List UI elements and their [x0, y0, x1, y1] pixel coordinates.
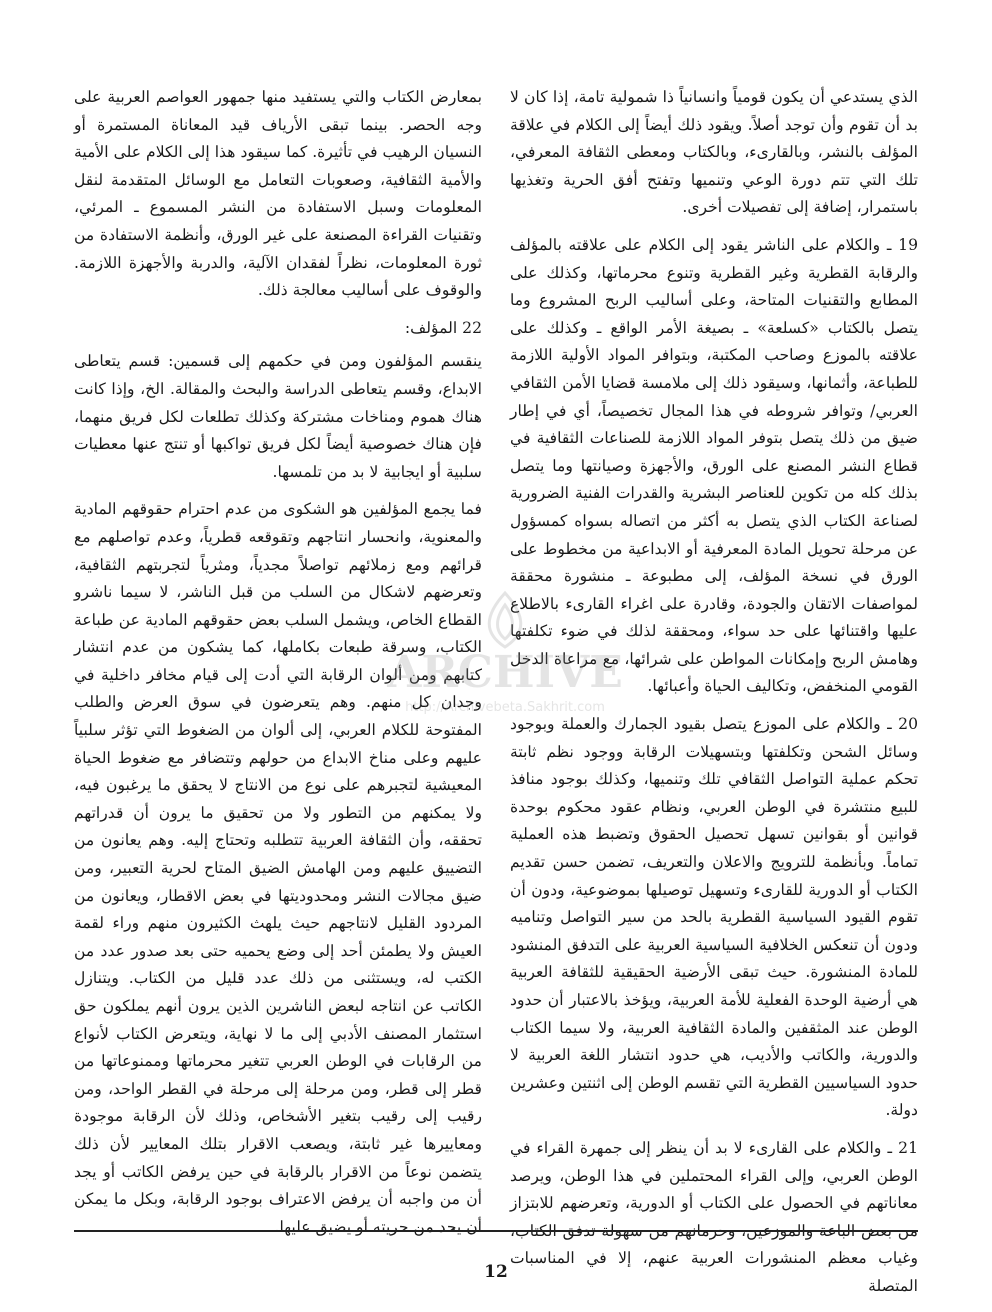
- section-heading-22: 22 المؤلف:: [404, 318, 482, 337]
- paragraph: ينقسم المؤلفون ومن في حكمهم إلى قسمين: قسم يتعاطى الابداع، وقسم يتعاطى الدراسة والبحث والمقالة. الخ، وإذا كانت هناك هموم ومناخات مشتركة وكذلك تطلعات لكل فريق منهما، فإن هناك خصوصية أيضاً لكل فريق تواكبها أو تنتج عنها معطيات سلبية أو ايجابية لا بد من تلمسها.: [74, 352, 482, 481]
- watermark-text: ARCHIVE: [387, 647, 623, 698]
- paragraph-21: 21 ـ والكلام على القارىء لا بد أن ينظر إلى جمهرة القراء في الوطن العربي، وإلى القراء المحتملين في هذا الوطن، ويرصد معاناتهم في الحصول على الكتاب أو الدورية، وتعرضهم للابتزاز من بعض الباعة والموزعين، وحرمانهم من سهولة تدفق الكتاب، وغياب معظم المنشورات العربية عنهم، إلا في المناسبات المتصلة: [510, 1138, 918, 1295]
- footer-rule: [74, 1230, 918, 1232]
- paragraph: الذي يستدعي أن يكون قومياً وانسانياً ذا شمولية تامة، إذا كان لا بد أن تقوم وأن توجد أصلاً. ويقود ذلك أيضاً إلى الكلام في علاقة المؤلف بالنشر، وبالقارىء، وبالكتاب ومعطى الثقافة المعرفي، تلك التي تتم دورة الوعي وتنميها وتفتح أفق الحرية وتغذيها باستمرار، إضافة إلى تفصيلات أخرى.: [510, 88, 918, 217]
- right-column: [510, 84, 918, 1311]
- paragraph-19: 19 ـ والكلام على الناشر يقود إلى الكلام على علاقته بالمؤلف والرقابة القطرية وغير القطرية وتنوع محرماتها، وكذلك على المطابع والتقنيات المتاحة، وعلى أساليب الربح المشروع وما يتصل بالكتاب «كسلعة» ـ بصيغة الأمر الواقع ـ وكذلك على علاقته بالموزع وصاحب المكتبة، وبتوافر المواد الأولية اللازمة للطباعة، وأثمانها، وسيقود ذلك إلى ملامسة قضايا الأمن الثقافي العربي/ وتوافر شروطه في هذا المجال تخصيصاً، أي في إطار ضيق من ذلك يتصل بتوفر المواد اللازمة للصناعات الثقافية في قطاع النشر المصنع على الورق، والأجهزة وصيانتها وما يتصل بذلك كله من تكوين للعناصر البشرية والقدرات الفنية الضرورية لصناعة الكتاب الذي يتصل به أكثر من اتصاله بسواه كمسؤول عن مرحلة تحويل المادة المعرفية أو الابداعية من مخطوط على الورق في نسخة المؤلف، إلى مطبوعة ـ منشورة محققة لمواصفات الاتقان والجودة، وقادرة على اغراء القارىء بالاطلاع عليها واقتنائها على حد سواء، ومحققة لذلك في ضوء تكلفتها وهامش الربح وإمكانات المواطن على شرائها، مع مراعاة الدخل القومي المنخفض، وتكاليف الحياة وأعبائها.: [510, 235, 918, 696]
- left-column: [74, 84, 482, 1251]
- page-number: 12: [484, 1262, 508, 1282]
- paragraph: بمعارض الكتاب والتي يستفيد منها جمهور العواصم العربية على وجه الحصر. بينما تبقى الأرياف قيد المعاناة المستمرة أو النسيان الرهيب في تأثيرة. كما سيقود هذا إلى الكلام على الأمية والأمية الثقافية، وصعوبات التعامل مع الوسائل المتقدمة لنقل المعلومات وسبل الاستفادة من النشر المسموع ـ المرئي، وتقنيات القراءة المصنعة على غير الورق، وأنظمة الاستفادة من ثورة المعلومات، نظراً لفقدان الآلية، والدربة والأجهزة اللازمة. والوقوف على أساليب معالجة ذلك.: [74, 88, 482, 300]
- paragraph: فما يجمع المؤلفين هو الشكوى من عدم احترام حقوقهم المادية والمعنوية، وانحسار انتاجهم وتقوقعه قطرياً، وعدم تواصلهم مع قرائهم ومع زملائهم تواصلاً مجدياً، ومثرياً لتجربتهم الثقافية، وتعرضهم لاشكال من السلب من قبل الناشر، لا سيما ناشرو القطاع الخاص، ويشمل السلب بعض حقوقهم المادية عن طباعة الكتاب، وسرقة طبعات بكاملها، كما يشكون من عدم انتشار كتابهم ومن ألوان الرقابة التي أدت إلى قيام مخافر داخلية في وجدان كل منهم. وهم يتعرضون في سوق العرض والطلب المفتوحة للكلام العربي، إلى ألوان من الضغوط التي تؤثر سلبياً عليهم وعلى مناخ الابداع من حولهم وتتضافر مع ضغوط الحياة المعيشية لتجبرهم على نوع من الانتاج لا يحقق ما يرغبون فيه، ولا يمكنهم من التطور ولا من تحقيق ما يرون أن قدراتهم تحققه، وأن الثقافة العربية تتطلبه وتحتاج إليه. وهم يعانون من التضييق عليهم ومن الهامش الضيق المتاح لحرية التعبير، ومن ضيق مجالات النشر ومحدوديتها في بعض الاقطار، ويعانون من المردود القليل لانتاجهم حيث يلهث الكثيرون منهم وراء لقمة العيش ولا يطمئن أحد إلى وضع يحميه حتى بعد صدور عدد من الكتب له، ويستثنى من ذلك عدد قليل من الكتاب. ويتنازل الكاتب عن انتاجه لبعض الناشرين الذين يرون أنهم يملكون حق استثمار المصنف الأدبي إلى ما لا نهاية، ويتعرض الكتاب لأنواع من الرقابات في الوطن العربي تتغير محرماتها وممنوعاتها من قطر إلى قطر، ومن مرحلة إلى مرحلة في القطر الواحد، ومن رقيب إلى رقيب بتغير الأشخاص، وذلك لأن الرقابة موجودة ومعاييرها غير ثابتة، ويصعب الاقرار بتلك المعايير لأن ذلك يتضمن نوعاً من الاقرار بالرقابة في حين يرفض الكاتب أو يجد أن من واجبه أن يرفض الاعتراف بوجود الرقابة، وبكل ما يمكن أن يحد من حريته أو يضيق عليها.: [74, 500, 482, 1236]
- paragraph-20: 20 ـ والكلام على الموزع يتصل بقيود الجمارك والعملة وبوجود وسائل الشحن وتكلفتها وبتسهيلات الرقابة ووجود نظم ثابتة تحكم عملية التواصل الثقافي تلك وتنميها، وكذلك بوجود منافذ للبيع منتشرة في الوطن العربي، ونظام عقود محكوم بوحدة قوانين أو بقوانين تسهل تحصيل الحقوق وتضبط هذه العملية تماماً. وبأنظمة للترويج والاعلان والتعريف، تضمن حسن تقديم الكتاب أو الدورية للقارىء وتسهيل توصيلها بموضوعية، ودون أن تقوم القيود السياسية القطرية بالحد من سير التواصل وتناميه ودون أن تنعكس الخلافية السياسية العربية على التدفق المنشود للمادة المنشورة. حيث تبقى الأرضية الحقيقية للثقافة العربية هي أرضية الوحدة الفعلية للأمة العربية، ويؤخذ بالاعتبار أن حدود الوطن عند المثقفين والمادة الثقافية العربية، ولا سيما الكتاب والدورية، والكاتب والأديب، هي حدود انتشار اللغة العربية لا حدود السياسيين القطرية التي تقسم الوطن إلى اثنتين وعشرين دولة.: [510, 715, 918, 1120]
- watermark-url: http://Archivebeta.Sakhrit.com: [405, 700, 605, 715]
